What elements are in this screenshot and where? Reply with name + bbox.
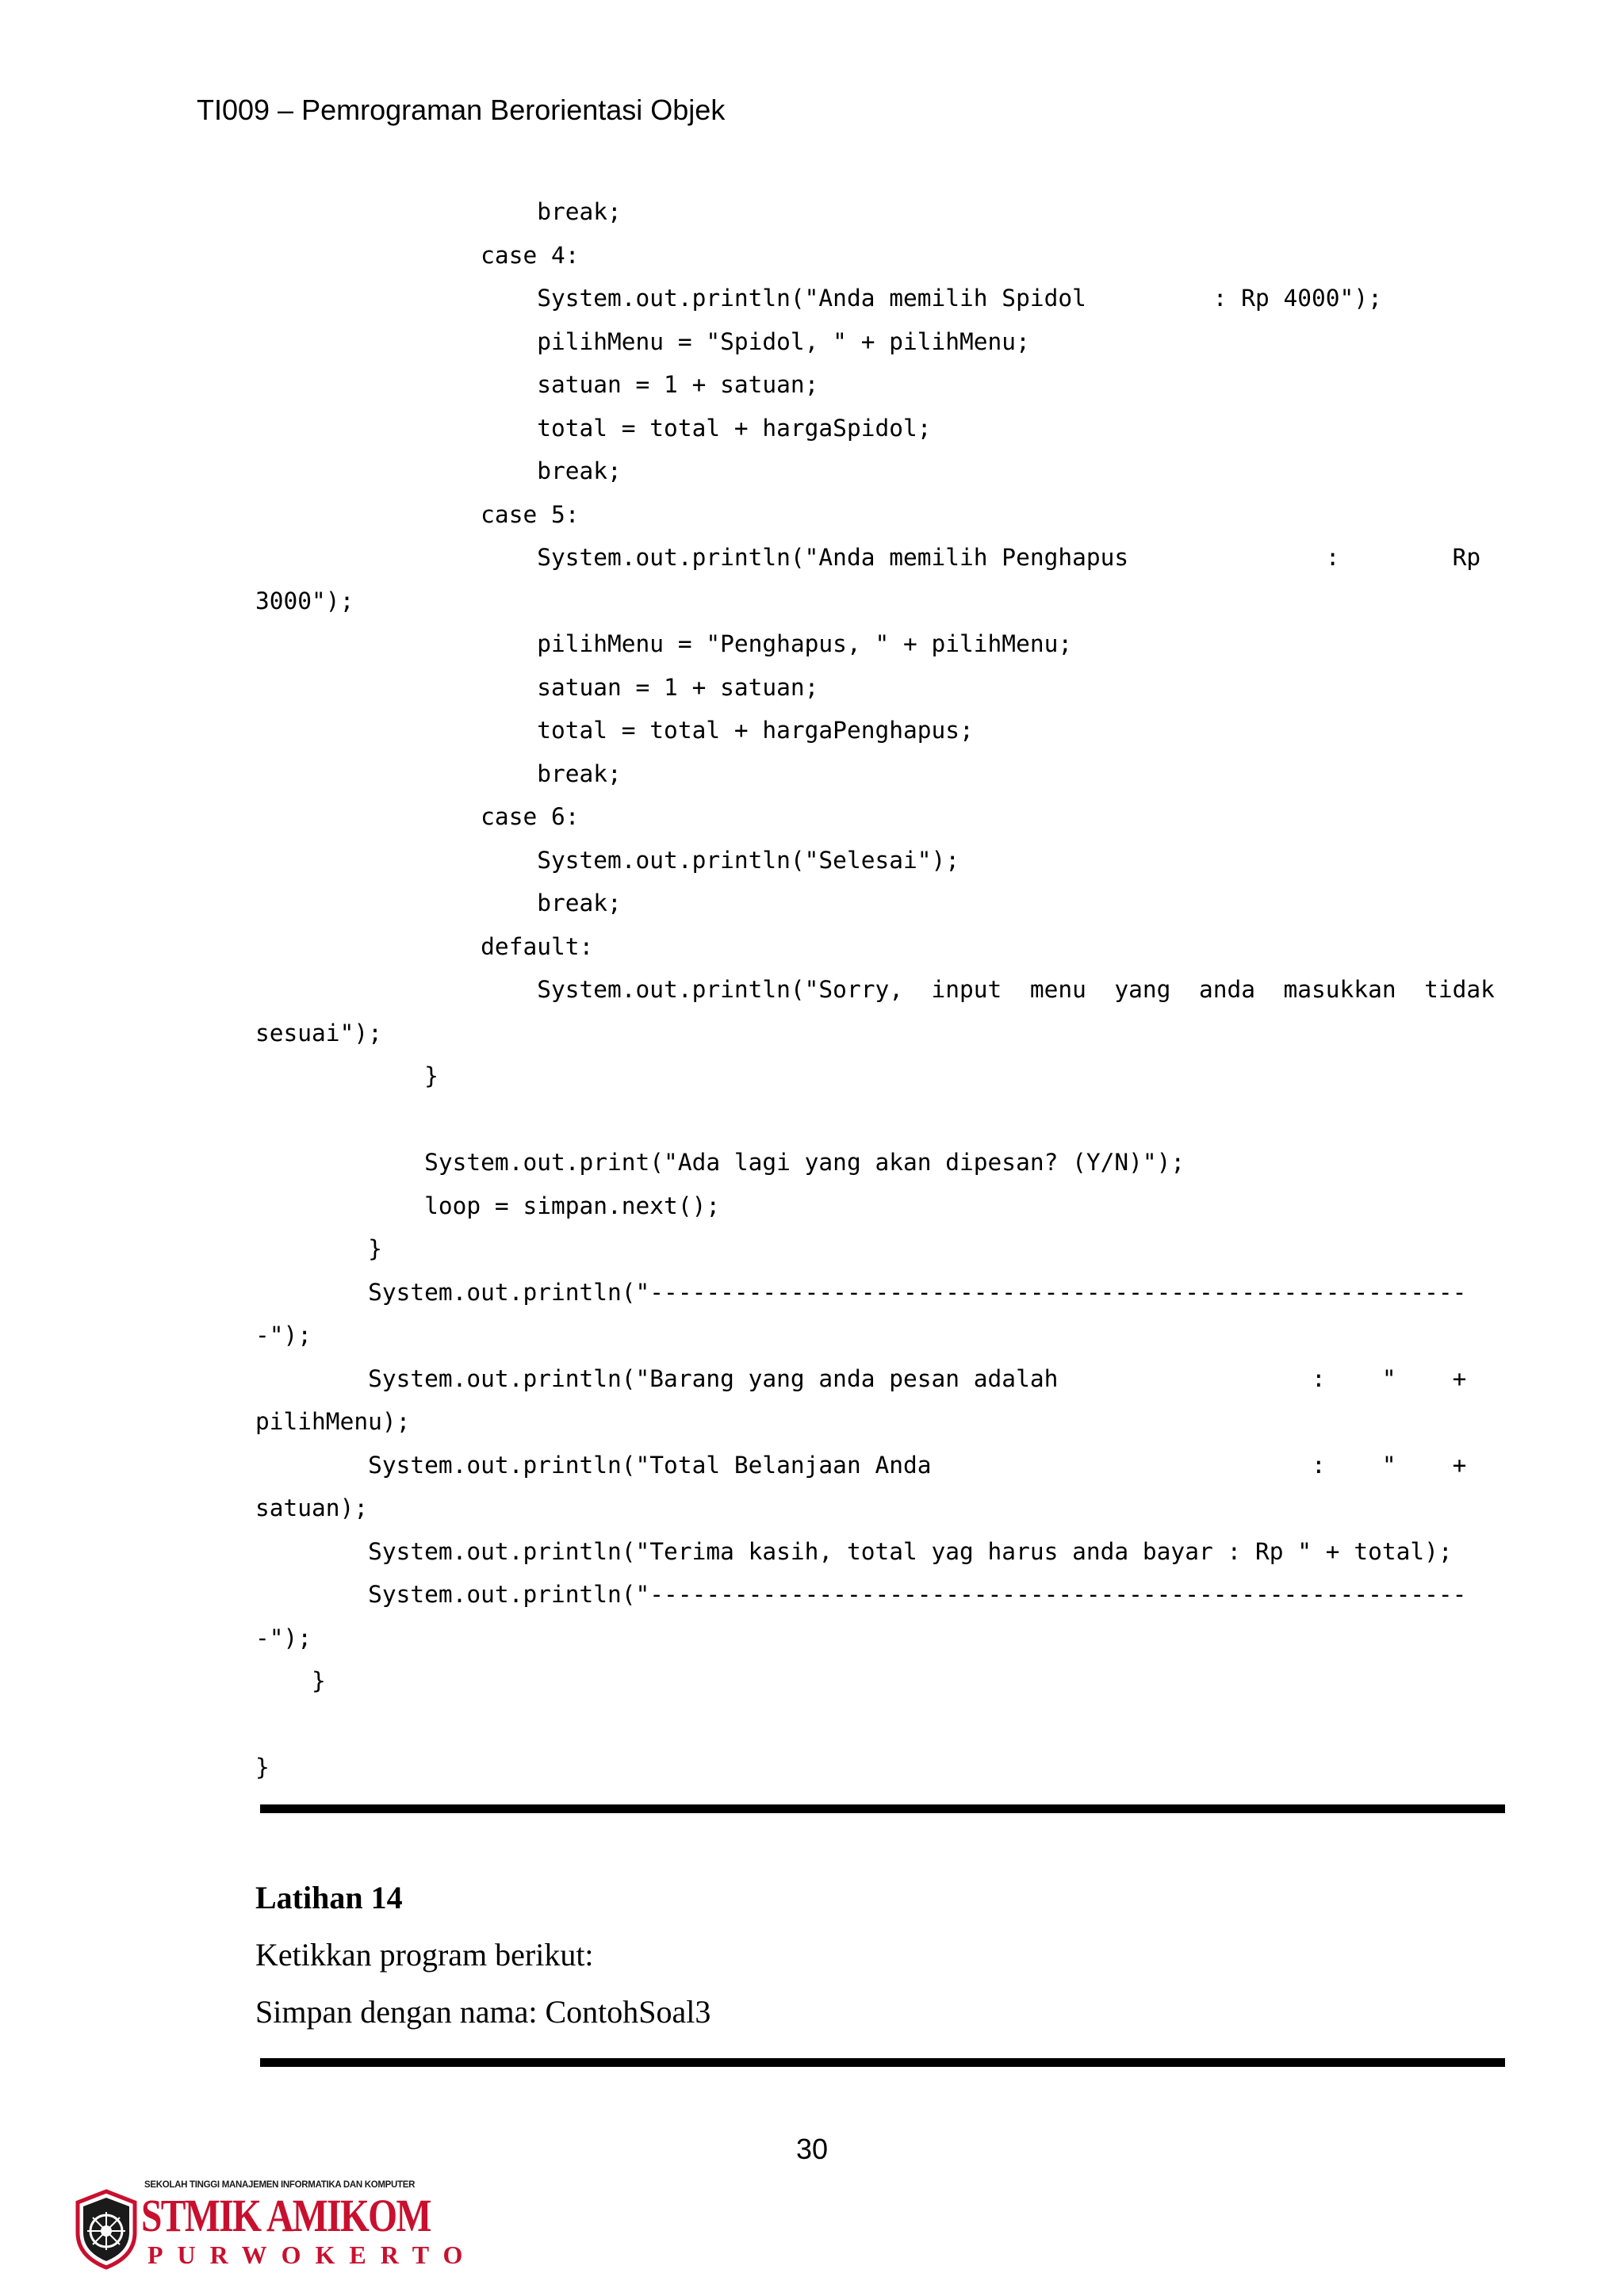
divider-top	[260, 1804, 1505, 1813]
code-line: satuan = 1 + satuan;	[255, 673, 819, 701]
code-line: case 5:	[255, 500, 580, 528]
code-line: System.out.println("Anda memilih Spidol : Rp 4000");	[255, 285, 1382, 312]
logo-city: PURWOKERTO	[147, 2241, 477, 2269]
logo-tagline: SEKOLAH TINGGI MANAJEMEN INFORMATIKA DAN KOMPUTER	[144, 2180, 416, 2190]
divider-bottom	[260, 2058, 1505, 2067]
code-line: pilihMenu = "Spidol, " + pilihMenu;	[255, 327, 1030, 355]
code-line: pilihMenu = "Penghapus, " + pilihMenu;	[255, 630, 1073, 657]
code-line: case 4:	[255, 241, 580, 269]
code-line: break;	[255, 457, 622, 484]
code-line: loop = simpan.next();	[255, 1192, 721, 1219]
section-title: Latihan 14	[255, 1880, 403, 1915]
code-line: System.out.println("----------------------------------------------------------	[255, 1581, 1467, 1608]
code-listing	[255, 190, 1495, 1789]
code-line: satuan);	[255, 1494, 369, 1521]
code-line: default:	[255, 932, 594, 960]
code-line: total = total + hargaSpidol;	[255, 414, 932, 442]
code-line: System.out.println("Terima kasih, total yag harus anda bayar : Rp " + total);	[255, 1537, 1453, 1565]
code-line: satuan = 1 + satuan;	[255, 371, 819, 398]
instruction-line: Ketikkan program berikut:	[255, 1937, 594, 1973]
code-line: }	[255, 1235, 382, 1262]
code-line: }	[255, 1062, 439, 1089]
instruction-line: Simpan dengan nama: ContohSoal3	[255, 1994, 711, 2030]
code-line: System.out.println("Anda memilih Penghapus : Rp	[255, 544, 1481, 571]
code-line: sesuai");	[255, 1019, 382, 1047]
emblem-icon	[71, 2188, 141, 2271]
code-line: System.out.println("Sorry, input menu yang anda masukkan tidak	[255, 976, 1495, 1003]
code-line: break;	[255, 890, 622, 916]
code-line: }	[255, 1667, 326, 1694]
code-line: break;	[255, 760, 622, 787]
code-line: pilihMenu);	[255, 1408, 411, 1435]
code-line: }	[255, 1754, 270, 1781]
page-number: 30	[795, 2133, 829, 2165]
code-line: System.out.println("Total Belanjaan Anda : " +	[255, 1451, 1467, 1479]
code-line: break;	[255, 198, 622, 225]
code-line	[255, 1098, 1495, 1142]
code-line: -");	[255, 1322, 312, 1349]
code-line: System.out.print("Ada lagi yang akan dipesan? (Y/N)");	[255, 1149, 1185, 1176]
logo-name: STMIK AMIKOM	[141, 2190, 431, 2241]
code-line: System.out.println("Selesai");	[255, 846, 960, 874]
code-line: -");	[255, 1624, 312, 1651]
code-line: total = total + hargaPenghapus;	[255, 717, 974, 744]
code-line: System.out.println("----------------------------------------------------------	[255, 1278, 1467, 1306]
page-header-title: TI009 – Pemrograman Berorientasi Objek	[197, 94, 726, 126]
institution-logo	[71, 2179, 477, 2274]
code-line	[255, 1703, 1495, 1747]
code-line: System.out.println("Barang yang anda pesan adalah : " +	[255, 1364, 1467, 1392]
code-line: case 6:	[255, 803, 580, 830]
code-line: 3000");	[255, 587, 354, 614]
